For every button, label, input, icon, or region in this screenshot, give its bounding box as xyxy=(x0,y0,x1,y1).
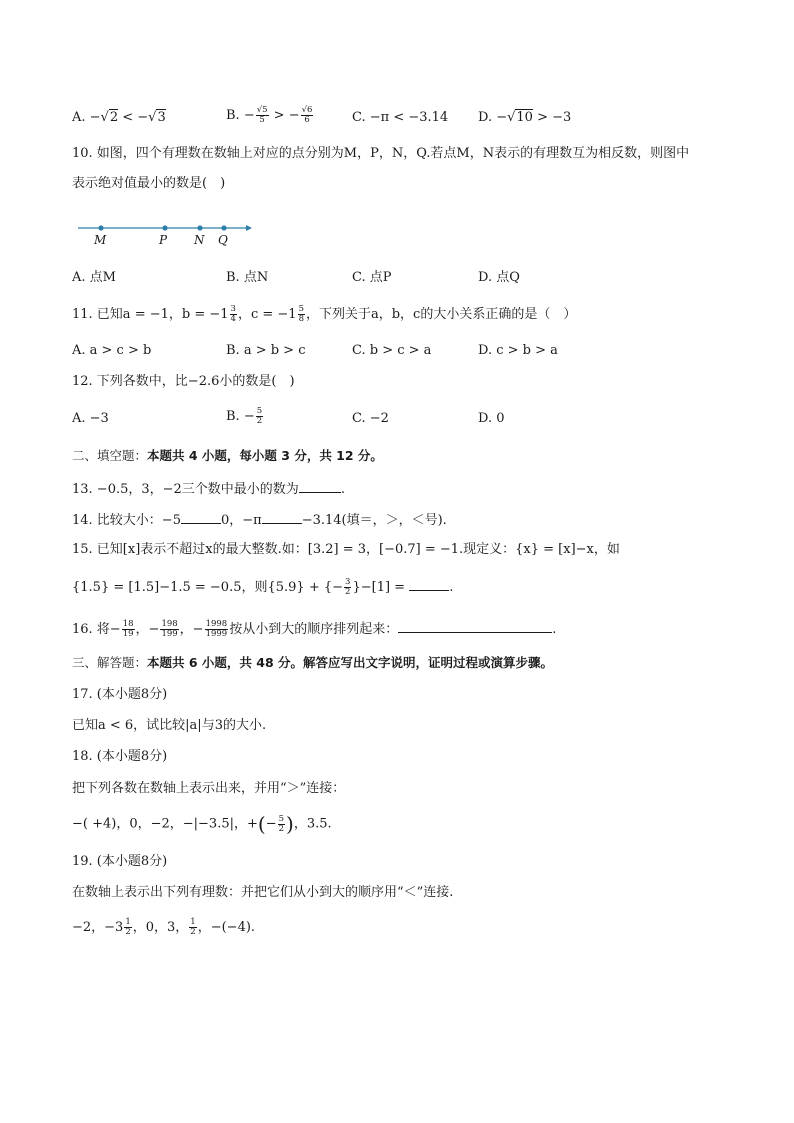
q12-stem: 12. 下列各数中，比−2.6小的数是( ) xyxy=(72,374,295,389)
q16-stem: 16. 将− $\frac{18}{19}$ ，− $\frac{198}{199}$ ，− $\frac{1998}{1999}$ 按从小到大的顺序排列起来： . xyxy=(72,619,557,639)
q15-stem-line2: {1.5} = [1.5]−1.5 = −0.5，则{5.9} + {− $\frac{3}{2}$ }−[1] = . xyxy=(72,577,454,597)
q18-head: 18. (本小题8分) xyxy=(72,749,168,764)
q14-answer-blank-2[interactable] xyxy=(262,509,302,524)
q17-body: 已知a < 6，试比较|a|与3的大小. xyxy=(72,718,267,733)
q16-fraction-2: $\frac{198}{199}$ xyxy=(161,619,178,639)
q19-head: 19. (本小题8分) xyxy=(72,854,168,869)
q13-stem: 13. −0.5，3，−2三个数中最小的数为 . xyxy=(72,478,345,500)
q11-c-fraction: $\frac{5}{8}$ xyxy=(298,304,304,324)
label-p: P xyxy=(159,233,168,247)
q10-option-c: C. 点P xyxy=(352,270,392,285)
q11-stem: 11. 已知a = −1，b = −1 $\frac{3}{4}$ ，c = −1 $\frac{5}{8}$ ，下列关于a，b，c的大小关系正确的是（ ） xyxy=(72,304,577,324)
q10-option-a: A. 点M xyxy=(72,270,116,285)
q19-half-fraction: $\frac{1}{2}$ xyxy=(190,917,196,937)
q12-b-fraction: $\frac{5}{2}$ xyxy=(256,406,263,426)
q12-option-b: B. − $\frac{5}{2}$ xyxy=(226,406,263,426)
label-q: Q xyxy=(218,233,228,247)
q10-option-b: B. 点N xyxy=(226,270,269,285)
q19-expression: −2，−3 $\frac{1}{2}$ ，0，3， $\frac{1}{2}$ ，−(−4). xyxy=(72,917,256,937)
q19-mixed-fraction: $\frac{1}{2}$ xyxy=(125,917,131,937)
q15-fraction: $\frac{3}{2}$ xyxy=(345,577,351,597)
q19-body: 在数轴上表示出下列有理数：并把它们从小到大的顺序用“＜”连接. xyxy=(72,885,454,900)
q9-option-a: A. −√2 < −√3 xyxy=(72,110,166,125)
point-n xyxy=(197,225,202,230)
q12-option-c: C. −2 xyxy=(352,411,389,426)
section-3-heading: 三、解答题：本题共 6 小题，共 48 分。解答应写出文字说明，证明过程或演算步骤。 xyxy=(72,655,554,670)
q16-fraction-3: $\frac{1998}{1999}$ xyxy=(205,619,228,639)
q11-option-a: A. a > c > b xyxy=(72,343,152,358)
q15-answer-blank[interactable] xyxy=(409,576,449,591)
q18-fraction: $\frac{5}{2}$ xyxy=(278,813,285,834)
q14-answer-blank-1[interactable] xyxy=(181,509,221,524)
q10-option-d: D. 点Q xyxy=(478,270,520,285)
point-m xyxy=(98,225,103,230)
q11-option-d: D. c > b > a xyxy=(478,343,558,358)
q12-option-a: A. −3 xyxy=(72,411,109,426)
number-line-figure xyxy=(78,218,258,250)
label-n: N xyxy=(194,233,205,247)
q12-option-d: D. 0 xyxy=(478,411,505,426)
point-p xyxy=(162,225,167,230)
q16-fraction-1: $\frac{18}{19}$ xyxy=(122,619,134,639)
q18-expression: −( +4)，0，−2，−|−3.5|，+(− $\frac{5}{2}$ )，3.5. xyxy=(72,812,332,836)
section-2-heading: 二、填空题：本题共 4 小题，每小题 3 分，共 12 分。 xyxy=(72,448,383,463)
q11-option-c: C. b > c > a xyxy=(352,343,432,358)
number-line-arrow xyxy=(246,225,252,231)
q14-stem: 14. 比较大小：−5 0，−π −3.14(填＝，＞，＜号). xyxy=(72,509,447,531)
q10-stem-line2: 表示绝对值最小的数是( ) xyxy=(72,176,226,191)
q9-option-d: D. −√10 > −3 xyxy=(478,110,572,125)
q15-stem-line1: 15. 已知[x]表示不超过x的最大整数.如：[3.2] = 3，[−0.7] = −1.现定义：{x} = [x]−x，如 xyxy=(72,542,620,557)
q13-answer-blank[interactable] xyxy=(299,478,341,493)
q11-option-b: B. a > b > c xyxy=(226,343,306,358)
q16-answer-blank[interactable] xyxy=(398,618,552,633)
q9-option-b: B. − $\frac{√5}{5}$ > − $\frac{√6}{6}$ xyxy=(226,105,313,125)
q10-stem-line1: 10. 如图，四个有理数在数轴上对应的点分别为M，P，N，Q.若点M，N表示的有理数互为相反数，则图中 xyxy=(72,146,690,161)
label-m: M xyxy=(94,233,107,247)
q9-option-c: C. −π < −3.14 xyxy=(352,110,449,125)
q11-b-fraction: $\frac{3}{4}$ xyxy=(230,304,236,324)
q17-head: 17. (本小题8分) xyxy=(72,687,168,702)
q18-body: 把下列各数在数轴上表示出来，并用“＞”连接： xyxy=(72,781,346,796)
point-q xyxy=(221,225,226,230)
